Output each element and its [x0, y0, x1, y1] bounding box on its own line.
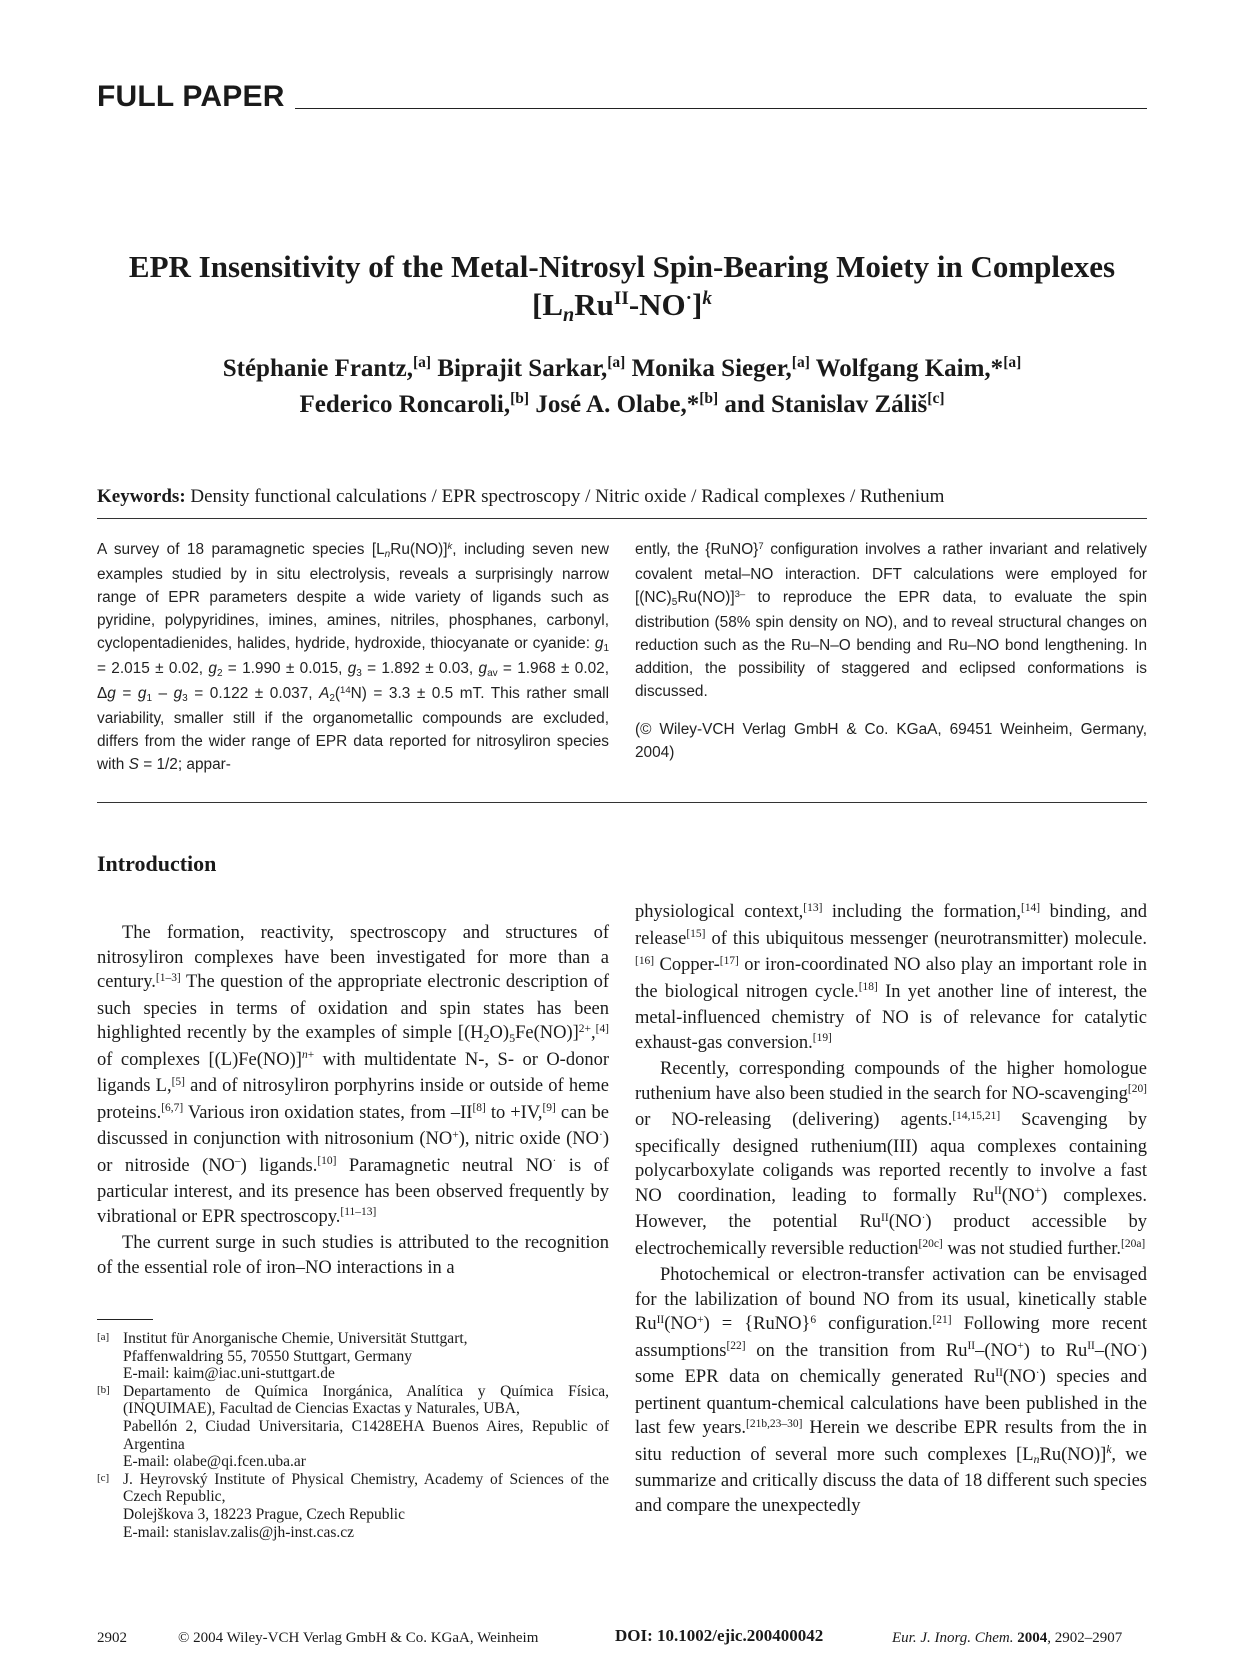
affiliation-mark: [b]: [510, 390, 530, 408]
footnote-line: E-mail: kaim@iac.uni-stuttgart.de: [123, 1365, 335, 1383]
body-paragraph: Recently, corresponding compounds of the higher homologue ruthenium have also been studied in the search for NO-scavenging[20] or NO-releasing (delivering) agents.[14,15,21] Scavenging by specifically designed ruthenium(III) aqua complexes containing polycarboxylate coligands was reported recently to involve a fast NO coordination, leading to formally $Ru^{II}(NO^+)$ complexes. However, the potential $Ru^{II}(NO^\cdot)$ product accessible by electrochemically reversible reduction[20c] was not studied further.[20a]: [635, 1059, 1148, 1259]
footnote-text: [123, 1330, 609, 1383]
affiliation-mark: [a]: [413, 354, 432, 372]
author-line-1: [97, 352, 1147, 388]
introduction-right-column: [635, 900, 1147, 1518]
footer-copyright: © 2004 Wiley-VCH Verlag GmbH & Co. KGaA, Weinheim: [178, 1630, 539, 1646]
page-number: 2902: [97, 1630, 127, 1646]
body-paragraph: physiological context,[13] including the formation,[14] binding, and release[15] of this ubiquitous messenger (neurotransmitter) molecule.[16] Copper-[17] or iron-coordinated NO also play an important role in the biological nitrogen cycle.[18] In yet another line of interest, the metal-influenced chemistry of NO is of relevance for catalytic exhaust-gas conversion.[19]: [635, 901, 1148, 1053]
section-label: FULL PAPER: [97, 80, 285, 113]
footnote-mark: [b]: [97, 1383, 110, 1396]
author-name: Stéphanie Frantz,: [222, 355, 413, 382]
running-header: [97, 82, 1147, 112]
introduction-left-column: [97, 921, 609, 1280]
keywords: [97, 484, 1147, 510]
author-name: Wolfgang Kaim,*: [815, 355, 1004, 382]
abstract-text-right: ently, the {RuNO}$^7$ configuration involves a rather invariant and relatively covalent metal–NO interaction. DFT calculations were employed for $[(NC)_5Ru(NO)]^{3-}$ to reproduce the EPR data, to evaluate the spin distribution (58% spin density on NO), and to reveal structural changes on reduction such as the Ru–N–O bending and Ru–NO bond lengthening. In addition, the possibility of staggered and eclipsed conformations is discussed.: [635, 540, 1147, 700]
body-paragraph: The formation, reactivity, spectroscopy and structures of nitrosyliron complexes have been investigated for more than a century.[1–3] The question of the appropriate electronic description of such species in terms of oxidation and spin states has been highlighted recently by the examples of simple $[(H_2O)_5Fe(NO)]^{2+},[4]$ of complexes $[(L)Fe(NO)]^{n+}$ with multidentate N-, S- or O-donor ligands L,[5] and of nitrosyliron porphyrins inside or outside of heme proteins.[6,7] Various iron oxidation states, from –II[8] to +IV,[9] can be discussed in conjunction with nitrosonium (NO+), nitric oxide (NO·) or nitroside (NO–) ligands.[10] Paramagnetic neutral NO· is of particular interest, and its presence has been observed frequently by vibrational or EPR spectroscopy.[11–13]: [97, 923, 609, 1227]
author-name: Federico Roncaroli,: [299, 391, 511, 418]
affiliation-mark: [c]: [927, 390, 945, 408]
affiliation-mark: [a]: [607, 354, 626, 372]
paper-title: [97, 248, 1147, 329]
affiliation-mark: [b]: [699, 390, 719, 408]
abstract-right-column: [635, 538, 1147, 764]
author-name: Monika Sieger,: [631, 355, 792, 382]
footnote-line: Pabellón 2, Ciudad Universitaria, C1428EHA Buenos Aires, Republic of Argentina: [123, 1417, 609, 1453]
footnote-line: Departamento de Química Inorgánica, Analítica y Química Física, (INQUIMAE), Facultad de Ciencias Exactas y Naturales, UBA,: [123, 1382, 609, 1418]
affiliation-mark: [a]: [1003, 354, 1022, 372]
affiliation-footnotes: [97, 1330, 609, 1541]
footnote: [97, 1471, 609, 1541]
footnote-mark: [a]: [97, 1331, 110, 1343]
abstract-bottom-rule: [97, 802, 1147, 803]
author-name: José A. Olabe,*: [535, 391, 700, 418]
footnote-line: E-mail: olabe@qi.fcen.uba.ar: [123, 1453, 306, 1471]
header-rule: [295, 108, 1147, 109]
footnote: [97, 1330, 609, 1383]
abstract-top-rule: [97, 518, 1147, 519]
body-paragraph: Photochemical or electron-transfer activation can be envisaged for the labilization of bound NO from its usual, kinetically stable $Ru^{II}(NO^+)$ = {RuNO}$^6$ configuration.[21] Following more recent assumptions[22] on the transition from $Ru^{II}-(NO^+)$ to $Ru^{II}-(NO^\cdot)$ some EPR data on chemically generated $Ru^{II}(NO^\cdot)$ species and pertinent quantum-chemical calculations have been published in the last few years.[21b,23–30] Herein we describe EPR results from the in situ reduction of several more such complexes $[L_nRu(NO)]^k$, we summarize and critically discuss the data of 18 different such species and compare the unexpectedly: [635, 1265, 1148, 1516]
author-line-2: [97, 388, 1147, 424]
footnote-line: Institut für Anorganische Chemie, Universität Stuttgart,: [123, 1330, 468, 1347]
journal-citation: Eur. J. Inorg. Chem. 2004, 2902–2907: [892, 1630, 1123, 1646]
footnote-mark: [c]: [97, 1471, 110, 1484]
abstract-text-left: A survey of 18 paramagnetic species $[L_nRu(NO)]^k$, including seven new examples studied by in situ electrolysis, reveals a surprisingly narrow range of EPR parameters despite a wide variety of ligands such as pyridine, polypyridines, imines, amines, nitriles, phosphanes, carbonyl, cyclopentadienides, halides, hydride, hydroxide, thiocyanate or cyanide: $g_1 = 2.015 \pm 0.02$, $g_2 = 1.990 \pm 0.015$, $g_3 = 1.892 \pm 0.03$, $g_{av} = 1.968 \pm 0.02$, $\Delta g = g_1 - g_3 = 0.122 \pm 0.037$, $A_2(^{14}N) = 3.3 \pm 0.5$ mT. This rather small variability, smaller still if the organometallic compounds are excluded, differs from the wider range of EPR data reported for nitrosyliron species with S = 1/2; appar-: [97, 540, 609, 773]
keywords-label: Keywords:: [97, 486, 186, 507]
footnote-text: [123, 1383, 609, 1471]
author-list: [97, 352, 1147, 424]
footnote-line: E-mail: stanislav.zalis@jh-inst.cas.cz: [123, 1523, 355, 1541]
footnote-line: Pfaffenwaldring 55, 70550 Stuttgart, Germany: [123, 1347, 412, 1365]
doi: DOI: 10.1002/ejic.200400042: [615, 1626, 824, 1645]
author-name: and Stanislav Záliš: [724, 391, 928, 418]
footnote: [97, 1383, 609, 1471]
footnote-text: [123, 1471, 609, 1541]
title-formula: $[L_nRu^{II}-NO^\cdot]^k$: [532, 287, 712, 327]
abstract-left-column: [97, 538, 609, 776]
keywords-text: Density functional calculations / EPR spectroscopy / Nitric oxide / Radical complexes / Ruthenium: [190, 486, 945, 507]
abstract-copyright: (© Wiley-VCH Verlag GmbH & Co. KGaA, 69451 Weinheim, Germany, 2004): [635, 721, 1147, 761]
footnote-line: J. Heyrovský Institute of Physical Chemistry, Academy of Sciences of the Czech Republic,: [123, 1470, 609, 1506]
affiliation-mark: [a]: [791, 354, 810, 372]
footnote-rule: [97, 1319, 153, 1320]
title-line-1: EPR Insensitivity of the Metal-Nitrosyl Spin-Bearing Moiety in Complexes: [128, 249, 1116, 284]
author-name: Biprajit Sarkar,: [437, 355, 608, 382]
introduction-heading: Introduction: [97, 851, 217, 876]
body-paragraph: The current surge in such studies is attributed to the recognition of the essential role of iron–NO interactions in a: [97, 1233, 609, 1278]
footnote-line: Dolejškova 3, 18223 Prague, Czech Republic: [123, 1505, 405, 1523]
